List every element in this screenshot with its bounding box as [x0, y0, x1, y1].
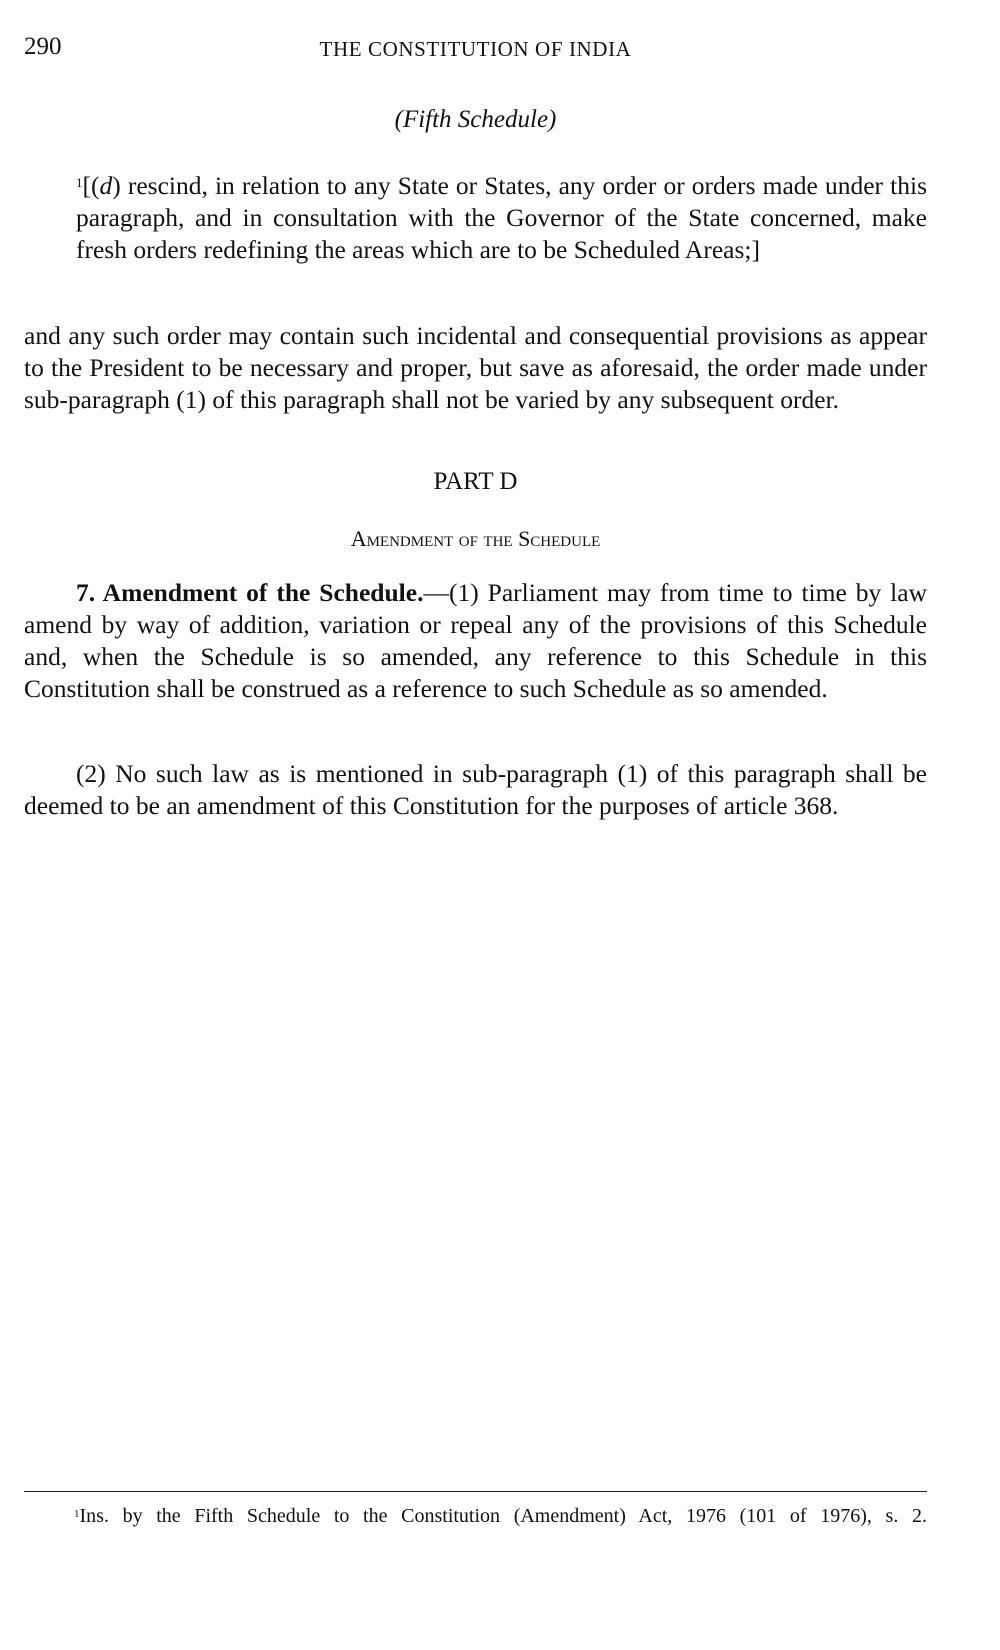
- clause-open-bracket: [(: [82, 171, 100, 200]
- clause-d-paragraph: [76, 170, 927, 266]
- page-number: 290: [24, 33, 62, 60]
- clause-letter: d: [99, 171, 113, 200]
- footnote-divider: [24, 1491, 927, 1492]
- section-7-subsection-2: (2) No such law as is mentioned in sub-paragraph (1) of this paragraph shall be deemed to be an amendment of this Constitution for the purposes of article 368.: [24, 759, 927, 820]
- part-subheading: Amendment of the Schedule: [350, 526, 601, 551]
- clause-d-text: ) rescind, in relation to any State or States, any order or orders made under this paragraph, and in consultation with the Governor of the State concerned, make fresh orders redefining the areas which are to be Scheduled Areas;]: [76, 171, 927, 264]
- section-7-title: 7. Amendment of the Schedule.: [76, 578, 424, 607]
- running-title: THE CONSTITUTION OF INDIA: [319, 37, 632, 61]
- footnote-marker: 1: [74, 1508, 80, 1520]
- footnote-text: Ins. by the Fifth Schedule to the Constitution (Amendment) Act, 1976 (101 of 1976), s. 2.: [79, 1505, 927, 1527]
- page-header: [24, 33, 927, 67]
- continuation-paragraph: and any such order may contain such incidental and consequential provisions as appear to the President to be necessary and proper, but save as aforesaid, the order made under sub-paragraph (1) of this paragraph shall not be varied by any subsequent order.: [24, 321, 927, 414]
- schedule-label: (Fifth Schedule): [394, 106, 557, 133]
- section-7-text-1: —(1) Parliament may from time to time by law amend by way of addition, variation or repeal any of the provisions of this Schedule and, when the Schedule is so amended, any reference to this Schedule in this Constitution shall be construed as a reference to such Schedule as so amended.: [24, 578, 927, 703]
- document-page: [24, 0, 927, 1650]
- section-7-subsection-1: [24, 577, 927, 705]
- part-heading: PART D: [433, 468, 518, 495]
- footnote-marker: 1: [76, 175, 83, 190]
- footnote: [74, 1503, 927, 1529]
